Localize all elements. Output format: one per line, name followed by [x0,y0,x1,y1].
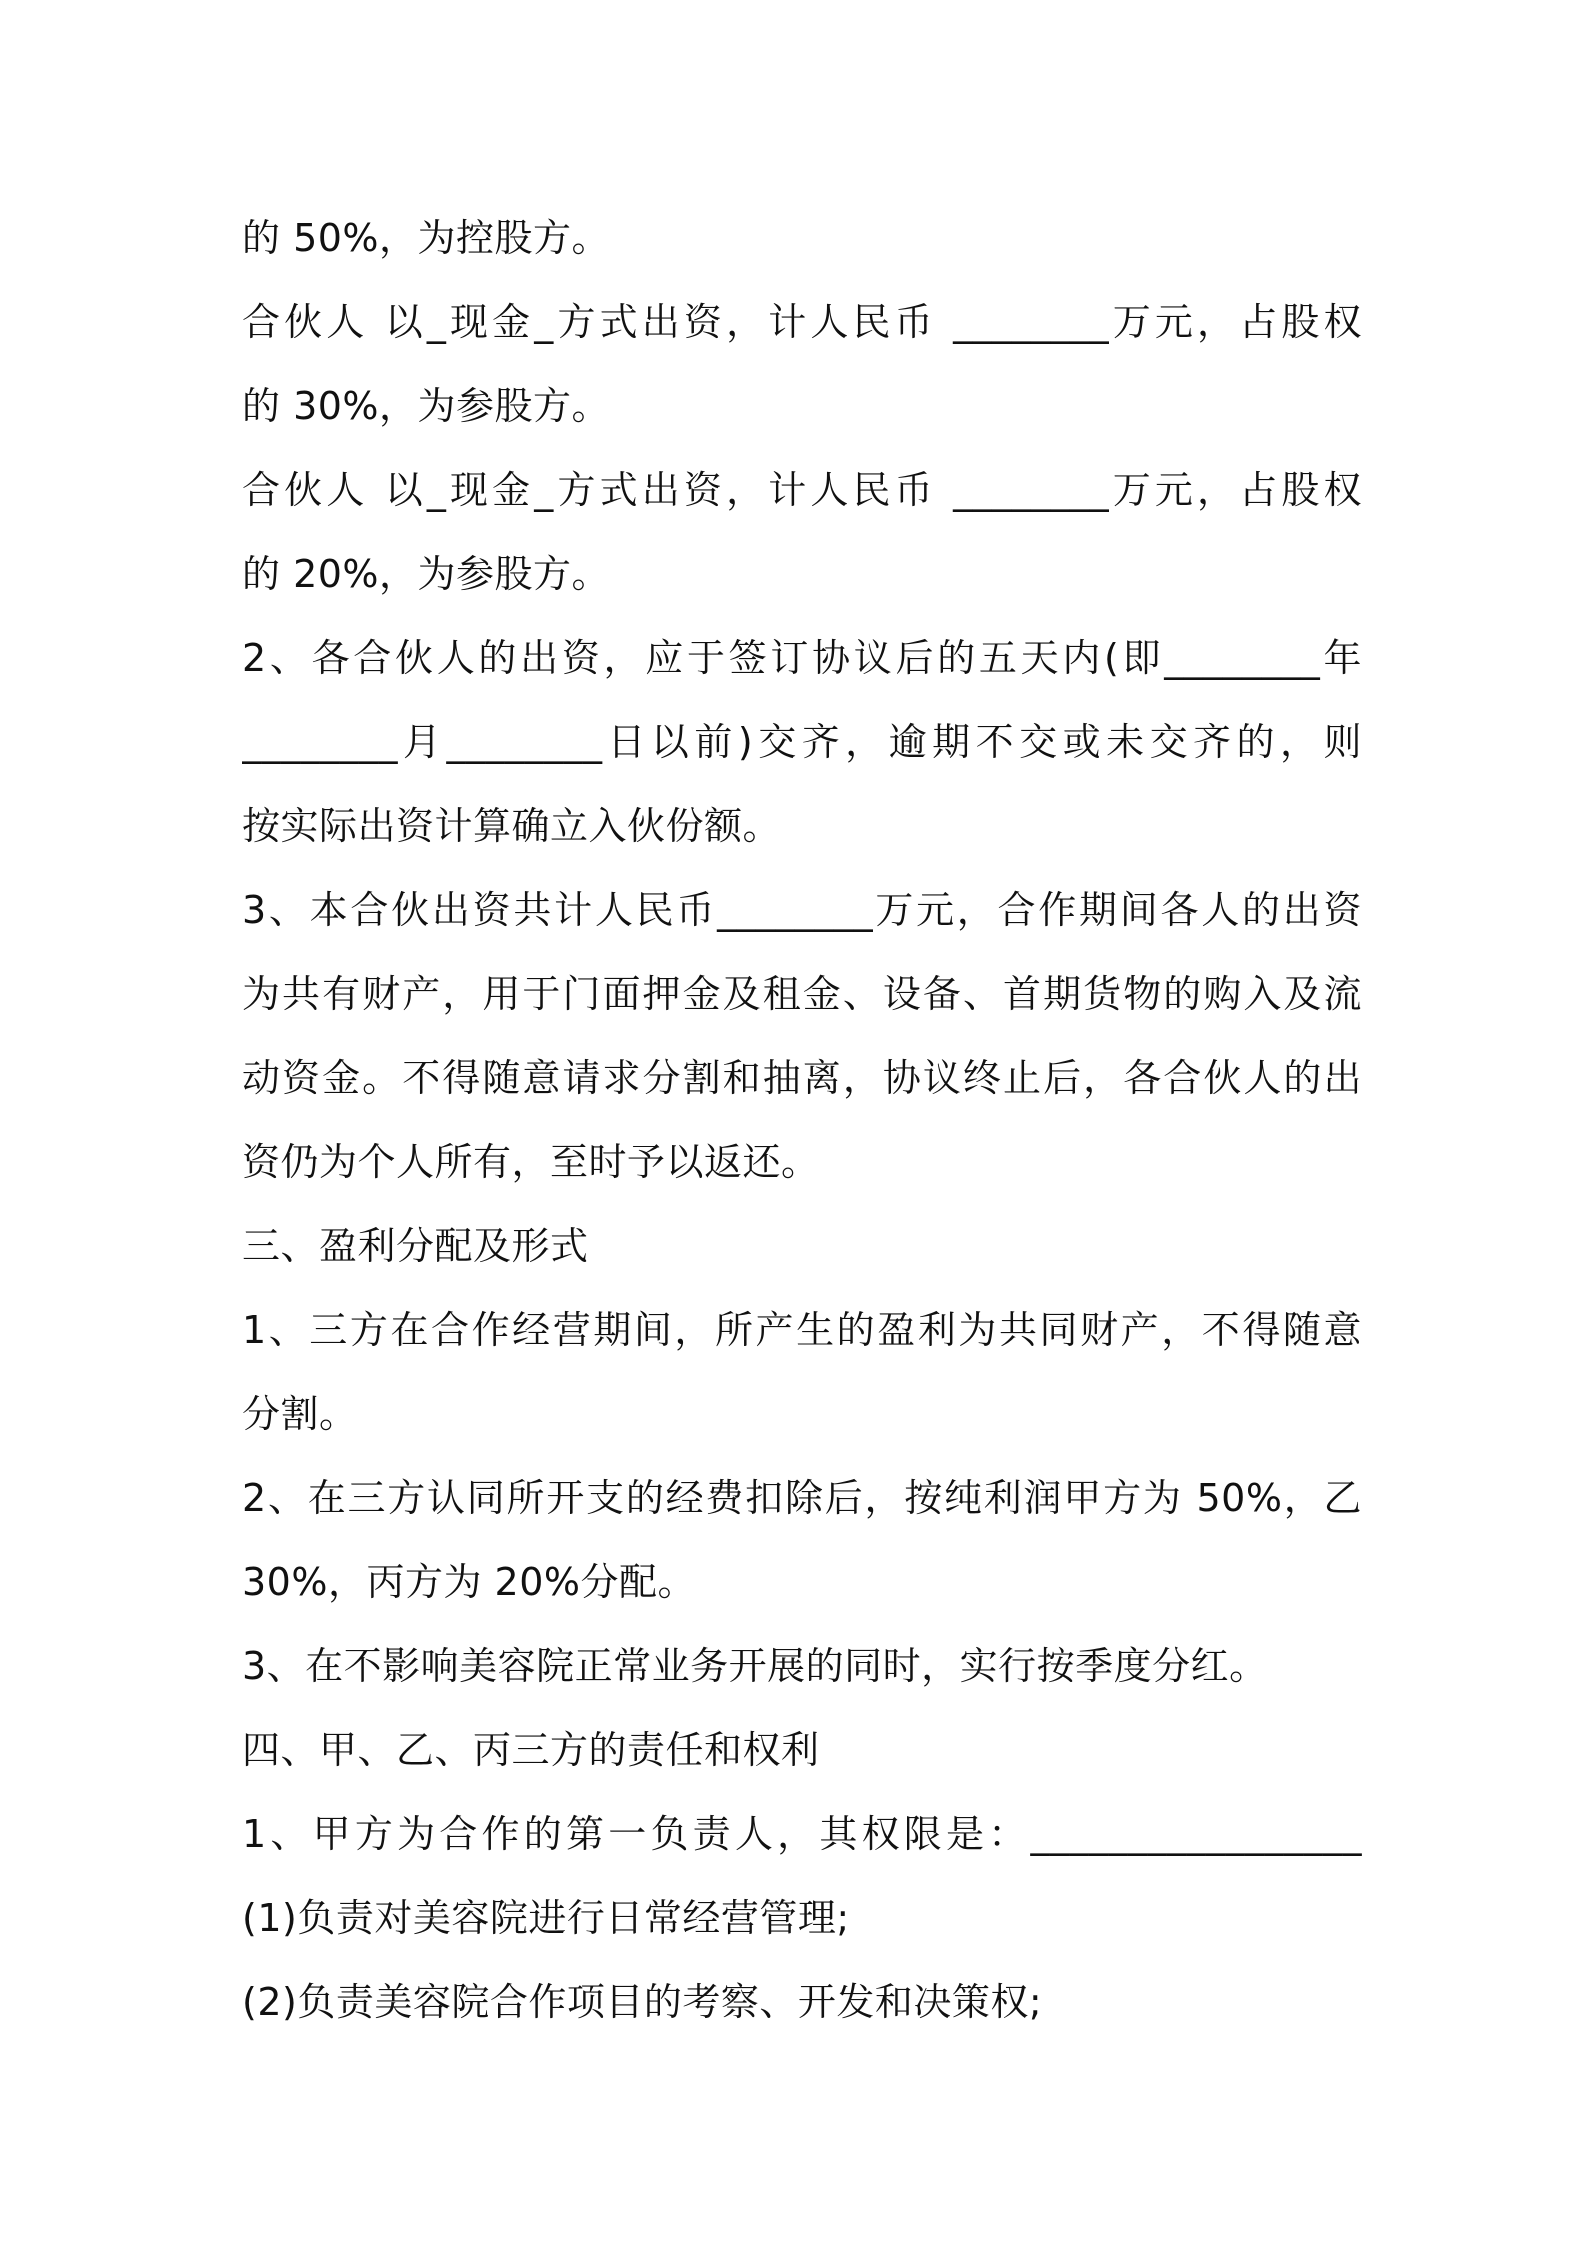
text-line: 按实际出资计算确立入伙份额。 [242,804,782,848]
text-line: 动资金。不得随意请求分割和抽离，协议终止后，各合伙人的出 [242,1056,1362,1100]
text-line: 1、甲方为合作的第一负责人，其权限是：_________________ [242,1812,1362,1856]
section-heading: 三、盈利分配及形式 [242,1224,589,1268]
text-line: 资仍为个人所有，至时予以返还。 [242,1140,820,1184]
text-line: 为共有财产，用于门面押金及租金、设备、首期货物的购入及流 [242,972,1362,1016]
text-line: ________月________日以前)交齐，逾期不交或未交齐的，则 [242,720,1362,764]
text-line: (1)负责对美容院进行日常经营管理; [242,1896,850,1940]
text-line: 30%，丙方为 20%分配。 [242,1560,697,1604]
text-line: 的 30%，为参股方。 [242,384,611,428]
text-line: 合伙人 以_现金_方式出资，计人民币 ________万元，占股权 [242,468,1362,512]
text-line: 的 20%，为参股方。 [242,552,611,596]
document-body [242,196,1362,2044]
text-line: 2、各合伙人的出资，应于签订协议后的五天内(即________年 [242,636,1362,680]
text-line: 3、本合伙出资共计人民币________万元，合作期间各人的出资 [242,888,1362,932]
text-line: 2、在三方认同所开支的经费扣除后，按纯利润甲方为 50%，乙 [242,1476,1362,1520]
text-line: 分割。 [242,1392,358,1436]
text-line: 合伙人 以_现金_方式出资，计人民币 ________万元，占股权 [242,300,1362,344]
text-line: 1、三方在合作经营期间，所产生的盈利为共同财产，不得随意 [242,1308,1362,1352]
text-line: 的 50%，为控股方。 [242,216,611,260]
text-line: 3、在不影响美容院正常业务开展的同时，实行按季度分红。 [242,1644,1268,1688]
text-line: (2)负责美容院合作项目的考察、开发和决策权; [242,1980,1043,2024]
section-heading: 四、甲、乙、丙三方的责任和权利 [242,1728,820,1772]
